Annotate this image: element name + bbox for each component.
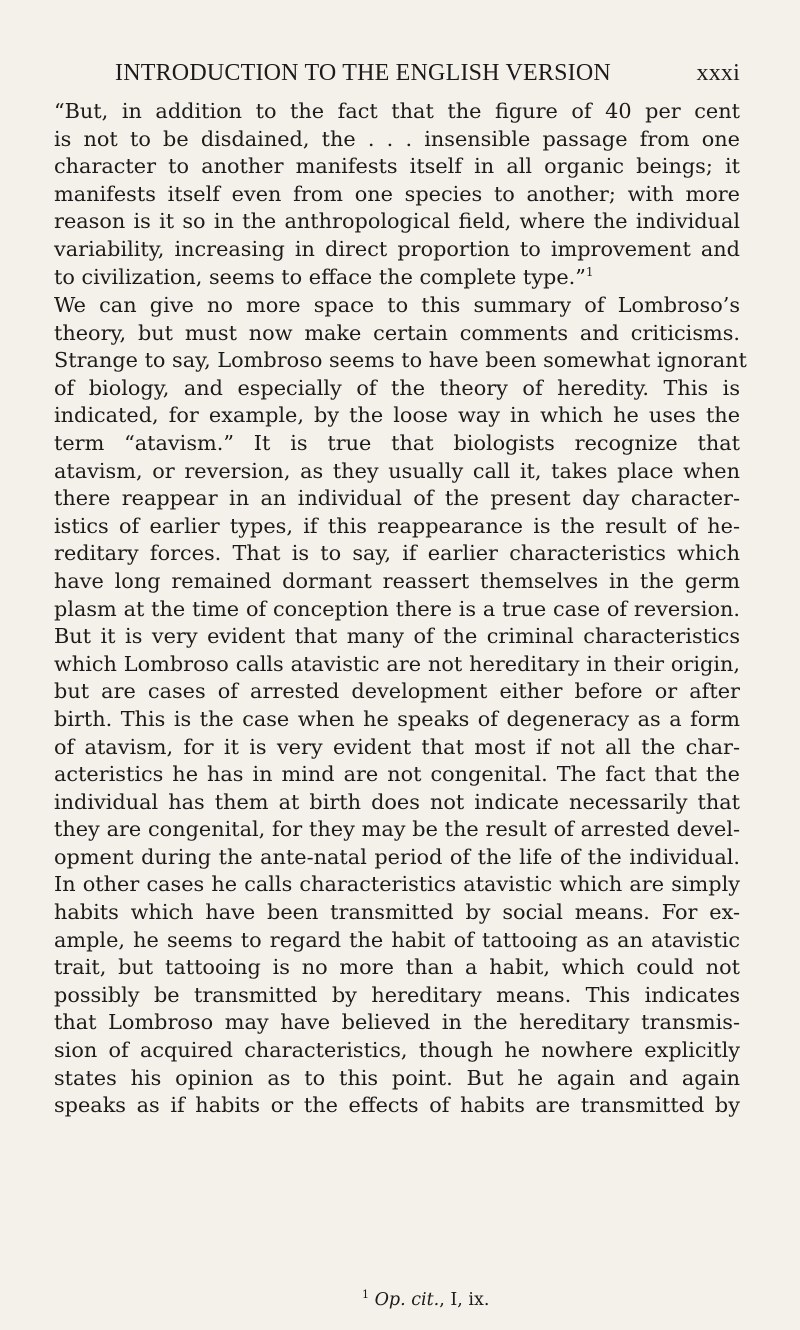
text-line-last (54, 264, 740, 292)
text-line: theory, but must now make certain comments and criticisms. (54, 320, 740, 345)
text-line: ample, he seems to regard the habit of tattooing as an atavistic (54, 927, 740, 952)
text-line: Strange to say, Lombroso seems to have been somewhat ignorant (54, 348, 747, 373)
text-line: that Lombroso may have believed in the hereditary transmis- (54, 1010, 740, 1035)
paragraph-quotation (54, 98, 740, 291)
text-line: reason is it so in the anthropological field, where the individual (54, 209, 740, 234)
text-line: atavism, or reversion, as they usually call it, takes place when (54, 458, 740, 483)
text-line: opment during the ante-natal period of the life of the individual. (54, 844, 740, 869)
text-line: acteristics he has in mind are not congenital. The fact that the (54, 762, 740, 787)
text-line: speaks as if habits or the effects of habits are transmitted by (54, 1093, 740, 1118)
text-line: states his opinion as to this point. But he again and again (54, 1065, 740, 1090)
footnote-citation: Op. cit. (374, 1290, 440, 1310)
page-number: xxxi (696, 60, 740, 86)
text-line: they are congenital, for they may be the result of arrested devel- (54, 817, 740, 842)
running-head-title: INTRODUCTION TO THE ENGLISH VERSION (115, 60, 611, 86)
text-line: But it is very evident that many of the criminal characteristics (54, 624, 740, 649)
text-line: birth. This is the case when he speaks of degeneracy as a form (54, 706, 740, 731)
text-line: of biology, and especially of the theory of heredity. This is (54, 375, 740, 400)
text-line: trait, but tattooing is no more than a habit, which could not (54, 955, 740, 980)
text-line: of atavism, for it is very evident that most if not all the char- (54, 734, 740, 759)
text-line: term “atavism.” It is true that biologists recognize that (54, 430, 740, 455)
text-line: habits which have been transmitted by social means. For ex- (54, 900, 740, 925)
text-line: there reappear in an individual of the present day character- (54, 486, 740, 511)
text-line: reditary forces. That is to say, if earlier characteristics which (54, 541, 740, 566)
text-line: have long remained dormant reassert themselves in the germ (54, 568, 740, 593)
text-line: variability, increasing in direct proportion to improvement and (54, 236, 740, 261)
running-head (115, 60, 740, 92)
footnote-marker: 1 (362, 1288, 369, 1301)
text-line: We can give no more space to this summary of Lombroso’s (54, 293, 740, 317)
text-line: which Lombroso calls atavistic are not hereditary in their origin, (54, 651, 740, 676)
text-line: character to another manifests itself in all organic beings; it (54, 154, 740, 179)
footnote-reference: 1 (585, 264, 594, 279)
footnote (362, 1290, 489, 1310)
text-line-content: to civilization, seems to efface the complete type.” (54, 264, 586, 289)
text-line: possibly be transmitted by hereditary means. This indicates (54, 982, 740, 1007)
text-line: In other cases he calls characteristics atavistic which are simply (54, 872, 740, 897)
text-line: is not to be disdained, the . . . insensible passage from one (54, 126, 740, 151)
text-line: indicated, for example, by the loose way in which he uses the (54, 403, 740, 428)
text-line: but are cases of arrested development either before or after (54, 679, 740, 704)
text-line: istics of earlier types, if this reappearance is the result of he- (54, 513, 740, 538)
footnote-locator: , I, ix. (439, 1290, 490, 1310)
text-line: plasm at the time of conception there is a true case of reversion. (54, 596, 740, 621)
text-line: sion of acquired characteristics, though he nowhere explicitly (54, 1038, 740, 1063)
text-line: individual has them at birth does not indicate necessarily that (54, 789, 740, 814)
text-line: “But, in addition to the fact that the figure of 40 per cent (54, 99, 740, 123)
paragraph-commentary (54, 292, 747, 1120)
text-line: manifests itself even from one species to another; with more (54, 181, 740, 206)
